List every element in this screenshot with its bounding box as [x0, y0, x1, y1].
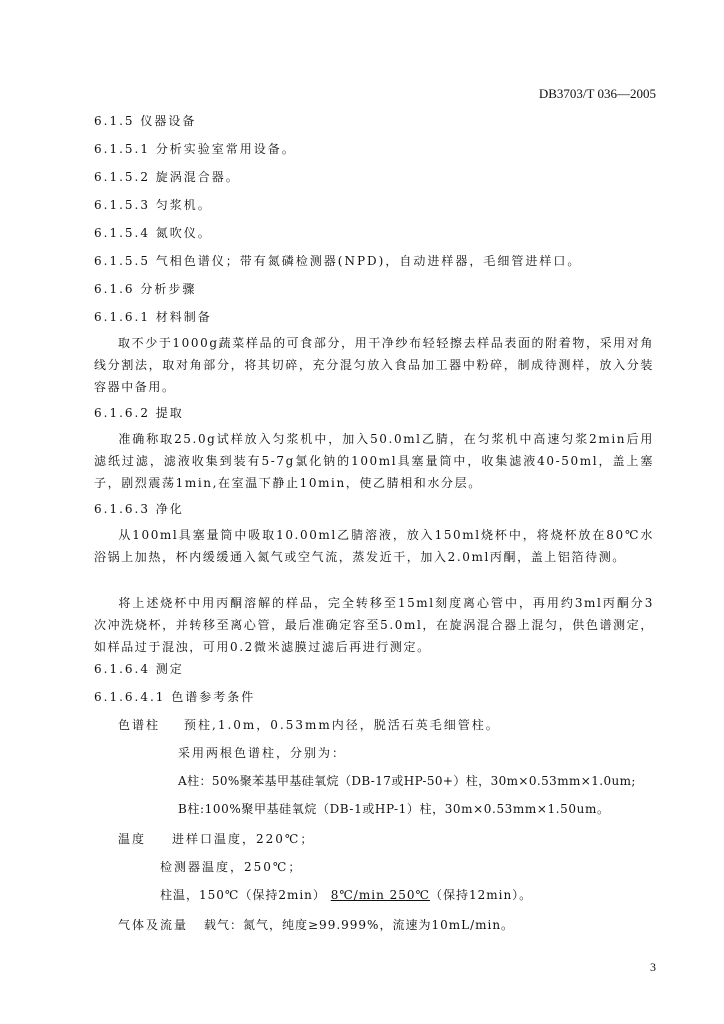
section-6-1-6-1: 6.1.6.1 材料制备 [94, 310, 212, 324]
paragraph-text: 准确称取25.0g试样放入匀浆机中，加入50.0ml乙腈，在匀浆机中高速匀浆2min后用滤纸过滤，滤液收集到装有5-7g氯化钠的100ml具塞量筒中，收集滤液40-50ml，盖上塞子，剧烈震荡1min,在室温下静止10min，使乙腈相和水分层。 [94, 432, 654, 490]
page-number: 3 [650, 960, 656, 974]
section-6-1-5-1: 6.1.5.1 分析实验室常用设备。 [94, 142, 296, 156]
paragraph-extraction [94, 428, 654, 494]
section-6-1-6-4-1: 6.1.6.4.1 色谱参考条件 [94, 690, 256, 704]
gas-label: 气体及流量 [118, 918, 189, 932]
column-description: 预柱,1.0m，0.53mm内径，脱活石英毛细管柱。 [184, 718, 500, 732]
temp-col-start: 柱温，150℃（保持2min） [160, 888, 326, 902]
paragraph-cleanup-1 [94, 524, 654, 568]
temperature-inlet: 进样口温度，220℃； [172, 832, 315, 846]
temp-col-hold: （保持12min）。 [429, 888, 533, 902]
paragraph-cleanup-2 [94, 592, 654, 658]
section-6-1-5-5: 6.1.5.5 气相色谱仪；带有氮磷检测器(NPD)，自动进样器，毛细管进样口。 [94, 254, 582, 268]
section-6-1-6-4: 6.1.6.4 测定 [94, 662, 184, 676]
gas-description: 载气：氮气，纯度≥99.999%，流速为10mL/min。 [204, 918, 515, 932]
temperature-label: 温度 [118, 832, 147, 846]
column-a: A柱：50%聚苯基甲基硅氧烷（DB-17或HP-50+）柱，30m×0.53mm×1.0um; [178, 774, 636, 788]
section-6-1-5-4: 6.1.5.4 氮吹仪。 [94, 226, 212, 240]
temperature-detector: 检测器温度，250℃； [160, 860, 303, 874]
section-6-1-6-2: 6.1.6.2 提取 [94, 406, 184, 420]
temp-col-ramp: 8℃/min 250℃ [330, 888, 430, 902]
paragraph-text: 从100ml具塞量筒中吸取10.00ml乙腈溶液，放入150ml烧杯中，将烧杯放在80℃水浴锅上加热，杯内缓缓通入氮气或空气流，蒸发近干，加入2.0ml丙酮，盖上铝箔待测。 [94, 528, 654, 564]
document-code: DB3703/T 036—2005 [538, 86, 656, 101]
column-b: B柱:100%聚甲基硅氧烷（DB-1或HP-1）柱，30m×0.53mm×1.50um。 [178, 802, 610, 816]
paragraph-text: 将上述烧杯中用丙酮溶解的样品，完全转移至15ml刻度离心管中，再用约3ml丙酮分3次冲洗烧杯，并转移至离心管，最后准确定容至5.0ml，在旋涡混合器上混匀，供色谱测定，如样品过于混浊，可用0.2微米滤膜过滤后再进行测定。 [94, 596, 654, 654]
section-6-1-5: 6.1.5 仪器设备 [94, 114, 197, 128]
temperature-column [160, 886, 532, 903]
paragraph-material-prep [94, 332, 654, 398]
section-6-1-5-3: 6.1.5.3 匀浆机。 [94, 198, 212, 212]
paragraph-text: 取不少于1000g蔬菜样品的可食部分，用干净纱布轻轻擦去样品表面的附着物，采用对角线分割法，取对角部分，将其切碎，充分混匀放入食品加工器中粉碎，制成待测样，放入分装容器中备用。 [94, 336, 654, 394]
column-two-intro: 采用两根色谱柱，分别为： [178, 746, 347, 760]
section-6-1-6: 6.1.6 分析步骤 [94, 282, 197, 296]
section-6-1-5-2: 6.1.5.2 旋涡混合器。 [94, 170, 240, 184]
column-label: 色谱柱 [118, 718, 161, 732]
section-6-1-6-3: 6.1.6.3 净化 [94, 502, 184, 516]
